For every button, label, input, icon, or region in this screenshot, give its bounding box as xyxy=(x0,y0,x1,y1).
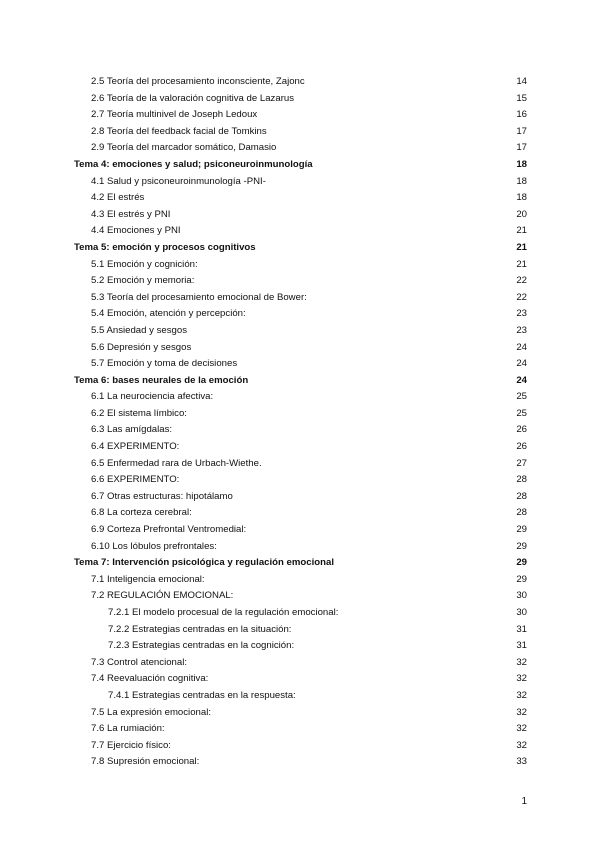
toc-entry-label[interactable]: 7.4.1 Estrategias centradas en la respuesta: xyxy=(108,689,296,701)
toc-entry-label[interactable]: 7.1 Inteligencia emocional: xyxy=(91,573,205,585)
toc-entry-label[interactable]: 7.2.1 El modelo procesual de la regulación emocional: xyxy=(108,607,339,618)
toc-entry-label[interactable]: 2.9 Teoría del marcador somático, Damasio xyxy=(91,142,277,154)
toc-entry-label[interactable]: Tema 7: Intervención psicológica y regulación emocional xyxy=(74,557,334,569)
toc-entry-page-number[interactable]: 23 xyxy=(516,308,527,320)
toc-entry-label[interactable]: 6.2 El sistema límbico: xyxy=(91,407,187,419)
toc-entry-page-number[interactable]: 14 xyxy=(516,76,527,87)
toc-entry-page-number[interactable]: 31 xyxy=(516,640,527,652)
toc-chapter-entry[interactable] xyxy=(0,157,600,174)
toc-entry-page-number[interactable]: 27 xyxy=(516,457,527,469)
toc-entry-page-number[interactable]: 30 xyxy=(516,607,527,618)
toc-entry-page-number[interactable]: 29 xyxy=(516,540,527,552)
toc-section-entry[interactable] xyxy=(0,74,600,91)
toc-entry-label[interactable]: 6.1 La neurociencia afectiva: xyxy=(91,391,214,403)
toc-entry-page-number[interactable]: 17 xyxy=(516,125,527,137)
toc-entry-label[interactable]: 7.6 La rumiación: xyxy=(91,723,165,735)
toc-entry-label[interactable]: 2.8 Teoría del feedback facial de Tomkins xyxy=(91,125,267,137)
toc-entry-label[interactable]: 5.2 Emoción y memoria: xyxy=(91,275,195,287)
toc-entry-page-number[interactable]: 21 xyxy=(516,225,527,237)
toc-section-entry[interactable] xyxy=(0,638,600,655)
toc-entry-label[interactable]: Tema 5: emoción y procesos cognitivos xyxy=(74,241,256,253)
toc-section-entry[interactable] xyxy=(0,223,600,240)
toc-entry-label[interactable]: 5.1 Emoción y cognición: xyxy=(91,258,198,270)
toc-entry-label[interactable]: 7.5 La expresión emocional: xyxy=(91,706,211,718)
toc-section-entry[interactable] xyxy=(0,140,600,157)
toc-entry-label[interactable]: 6.3 Las amígdalas: xyxy=(91,424,173,436)
toc-entry-page-number[interactable]: 24 xyxy=(516,358,527,370)
toc-section-entry[interactable] xyxy=(0,489,600,506)
toc-section-entry[interactable] xyxy=(0,306,600,323)
toc-entry-page-number[interactable]: 32 xyxy=(516,673,527,685)
toc-entry-label[interactable]: 6.6 EXPERIMENTO: xyxy=(91,474,180,486)
toc-entry-label[interactable]: 7.7 Ejercicio físico: xyxy=(91,739,171,751)
toc-entry-page-number[interactable]: 32 xyxy=(516,689,527,701)
toc-entry-label[interactable]: 4.3 El estrés y PNI xyxy=(91,208,171,220)
toc-section-entry[interactable] xyxy=(0,456,600,473)
toc-section-entry[interactable] xyxy=(0,472,600,489)
toc-entry-label[interactable]: 7.2.3 Estrategias centradas en la cognición: xyxy=(108,640,295,652)
toc-entry-label[interactable]: 7.4 Reevaluación cognitiva: xyxy=(91,673,209,685)
toc-chapter-entry[interactable] xyxy=(0,373,600,390)
toc-section-entry[interactable] xyxy=(0,389,600,406)
toc-section-entry[interactable] xyxy=(0,439,600,456)
toc-section-entry[interactable] xyxy=(0,323,600,340)
toc-section-entry[interactable] xyxy=(0,340,600,357)
toc-entry-label[interactable]: 7.8 Supresión emocional: xyxy=(91,756,200,768)
toc-entry-page-number[interactable]: 29 xyxy=(516,524,527,536)
toc-entry-label[interactable]: 6.7 Otras estructuras: hipotálamo xyxy=(91,490,233,502)
toc-chapter-entry[interactable] xyxy=(0,555,600,572)
toc-section-entry[interactable] xyxy=(0,190,600,207)
toc-entry-page-number[interactable]: 18 xyxy=(516,192,527,204)
toc-entry-label[interactable]: 5.3 Teoría del procesamiento emocional de Bower: xyxy=(91,291,307,303)
toc-entry-page-number[interactable]: 16 xyxy=(516,109,527,121)
toc-entry-page-number[interactable]: 29 xyxy=(516,557,527,569)
toc-entry-page-number[interactable]: 32 xyxy=(516,706,527,718)
table-of-contents xyxy=(0,74,600,771)
toc-entry-label[interactable]: 2.7 Teoría multinivel de Joseph Ledoux xyxy=(91,109,258,121)
toc-entry-page-number[interactable]: 28 xyxy=(516,507,527,519)
toc-section-entry[interactable] xyxy=(0,721,600,738)
toc-entry-label[interactable]: 7.2 REGULACIÓN EMOCIONAL: xyxy=(91,590,234,602)
toc-entry-page-number[interactable]: 21 xyxy=(516,258,527,270)
toc-entry-label[interactable]: 2.6 Teoría de la valoración cognitiva de Lazarus xyxy=(91,92,295,104)
toc-section-entry[interactable] xyxy=(0,754,600,771)
toc-entry-page-number[interactable]: 24 xyxy=(516,374,527,386)
page-number: 1 xyxy=(521,796,527,807)
toc-entry-page-number[interactable]: 18 xyxy=(516,175,527,187)
toc-section-entry[interactable] xyxy=(0,356,600,373)
toc-entry-label[interactable]: 5.5 Ansiedad y sesgos xyxy=(91,324,188,336)
toc-entry-page-number[interactable]: 24 xyxy=(516,341,527,353)
toc-section-entry[interactable] xyxy=(0,107,600,124)
toc-entry-page-number[interactable]: 26 xyxy=(516,424,527,436)
toc-chapter-entry[interactable] xyxy=(0,240,600,257)
toc-entry-page-number[interactable]: 31 xyxy=(516,623,527,635)
toc-entry-label[interactable]: Tema 6: bases neurales de la emoción xyxy=(74,374,249,386)
toc-entry-page-number[interactable]: 32 xyxy=(516,656,527,668)
toc-entry-label[interactable]: 7.2.2 Estrategias centradas en la situación: xyxy=(108,623,292,635)
toc-entry-page-number[interactable]: 28 xyxy=(516,474,527,486)
toc-section-entry[interactable] xyxy=(0,605,600,622)
toc-entry-label[interactable]: 5.7 Emoción y toma de decisiones xyxy=(91,358,238,370)
toc-entry-label[interactable]: Tema 4: emociones y salud; psiconeuroinmunología xyxy=(74,158,313,170)
toc-entry-label[interactable]: 5.4 Emoción, atención y percepción: xyxy=(91,308,246,320)
toc-section-entry[interactable] xyxy=(0,655,600,672)
toc-entry-page-number[interactable]: 32 xyxy=(516,739,527,751)
toc-section-entry[interactable] xyxy=(0,522,600,539)
toc-section-entry[interactable] xyxy=(0,622,600,639)
toc-section-entry[interactable] xyxy=(0,124,600,141)
toc-section-entry[interactable] xyxy=(0,671,600,688)
toc-entry-page-number[interactable]: 23 xyxy=(516,324,527,336)
toc-entry-page-number[interactable]: 18 xyxy=(516,158,527,170)
toc-entry-label[interactable]: 4.4 Emociones y PNI xyxy=(91,225,181,237)
toc-entry-label[interactable]: 4.1 Salud y psiconeuroinmunología -PNI- xyxy=(91,175,266,187)
toc-entry-page-number[interactable]: 32 xyxy=(516,723,527,735)
toc-section-entry[interactable] xyxy=(0,91,600,108)
toc-section-entry[interactable] xyxy=(0,290,600,307)
toc-entry-label[interactable]: 2.5 Teoría del procesamiento inconsciente, Zajonc xyxy=(91,76,305,87)
toc-section-entry[interactable] xyxy=(0,505,600,522)
toc-section-entry[interactable] xyxy=(0,539,600,556)
toc-section-entry[interactable] xyxy=(0,738,600,755)
toc-entry-page-number[interactable]: 15 xyxy=(516,92,527,104)
toc-entry-page-number[interactable]: 29 xyxy=(516,573,527,585)
toc-section-entry[interactable] xyxy=(0,406,600,423)
toc-section-entry[interactable] xyxy=(0,207,600,224)
toc-section-entry[interactable] xyxy=(0,422,600,439)
toc-section-entry[interactable] xyxy=(0,705,600,722)
toc-entry-label[interactable]: 6.4 EXPERIMENTO: xyxy=(91,441,180,453)
toc-entry-page-number[interactable]: 21 xyxy=(516,241,527,253)
toc-entry-page-number[interactable]: 26 xyxy=(516,441,527,453)
toc-section-entry[interactable] xyxy=(0,572,600,589)
toc-entry-page-number[interactable]: 30 xyxy=(516,590,527,602)
toc-entry-label[interactable]: 6.5 Enfermedad rara de Urbach-Wiethe. xyxy=(91,457,262,469)
toc-entry-label[interactable]: 7.3 Control atencional: xyxy=(91,656,187,668)
toc-entry-page-number[interactable]: 28 xyxy=(516,490,527,502)
toc-section-entry[interactable] xyxy=(0,588,600,605)
toc-entry-label[interactable]: 5.6 Depresión y sesgos xyxy=(91,341,192,353)
toc-entry-page-number[interactable]: 22 xyxy=(516,291,527,303)
toc-entry-label[interactable]: 6.10 Los lóbulos prefrontales: xyxy=(91,540,217,552)
toc-section-entry[interactable] xyxy=(0,273,600,290)
toc-section-entry[interactable] xyxy=(0,688,600,705)
toc-entry-page-number[interactable]: 25 xyxy=(516,391,527,403)
toc-entry-page-number[interactable]: 22 xyxy=(516,275,527,287)
toc-entry-page-number[interactable]: 25 xyxy=(516,407,527,419)
toc-entry-label[interactable]: 4.2 El estrés xyxy=(91,192,145,204)
toc-section-entry[interactable] xyxy=(0,257,600,274)
toc-entry-label[interactable]: 6.9 Corteza Prefrontal Ventromedial: xyxy=(91,524,247,536)
toc-section-entry[interactable] xyxy=(0,174,600,191)
toc-entry-page-number[interactable]: 33 xyxy=(516,756,527,768)
toc-entry-label[interactable]: 6.8 La corteza cerebral: xyxy=(91,507,192,519)
toc-entry-page-number[interactable]: 20 xyxy=(516,208,527,220)
toc-entry-page-number[interactable]: 17 xyxy=(516,142,527,154)
